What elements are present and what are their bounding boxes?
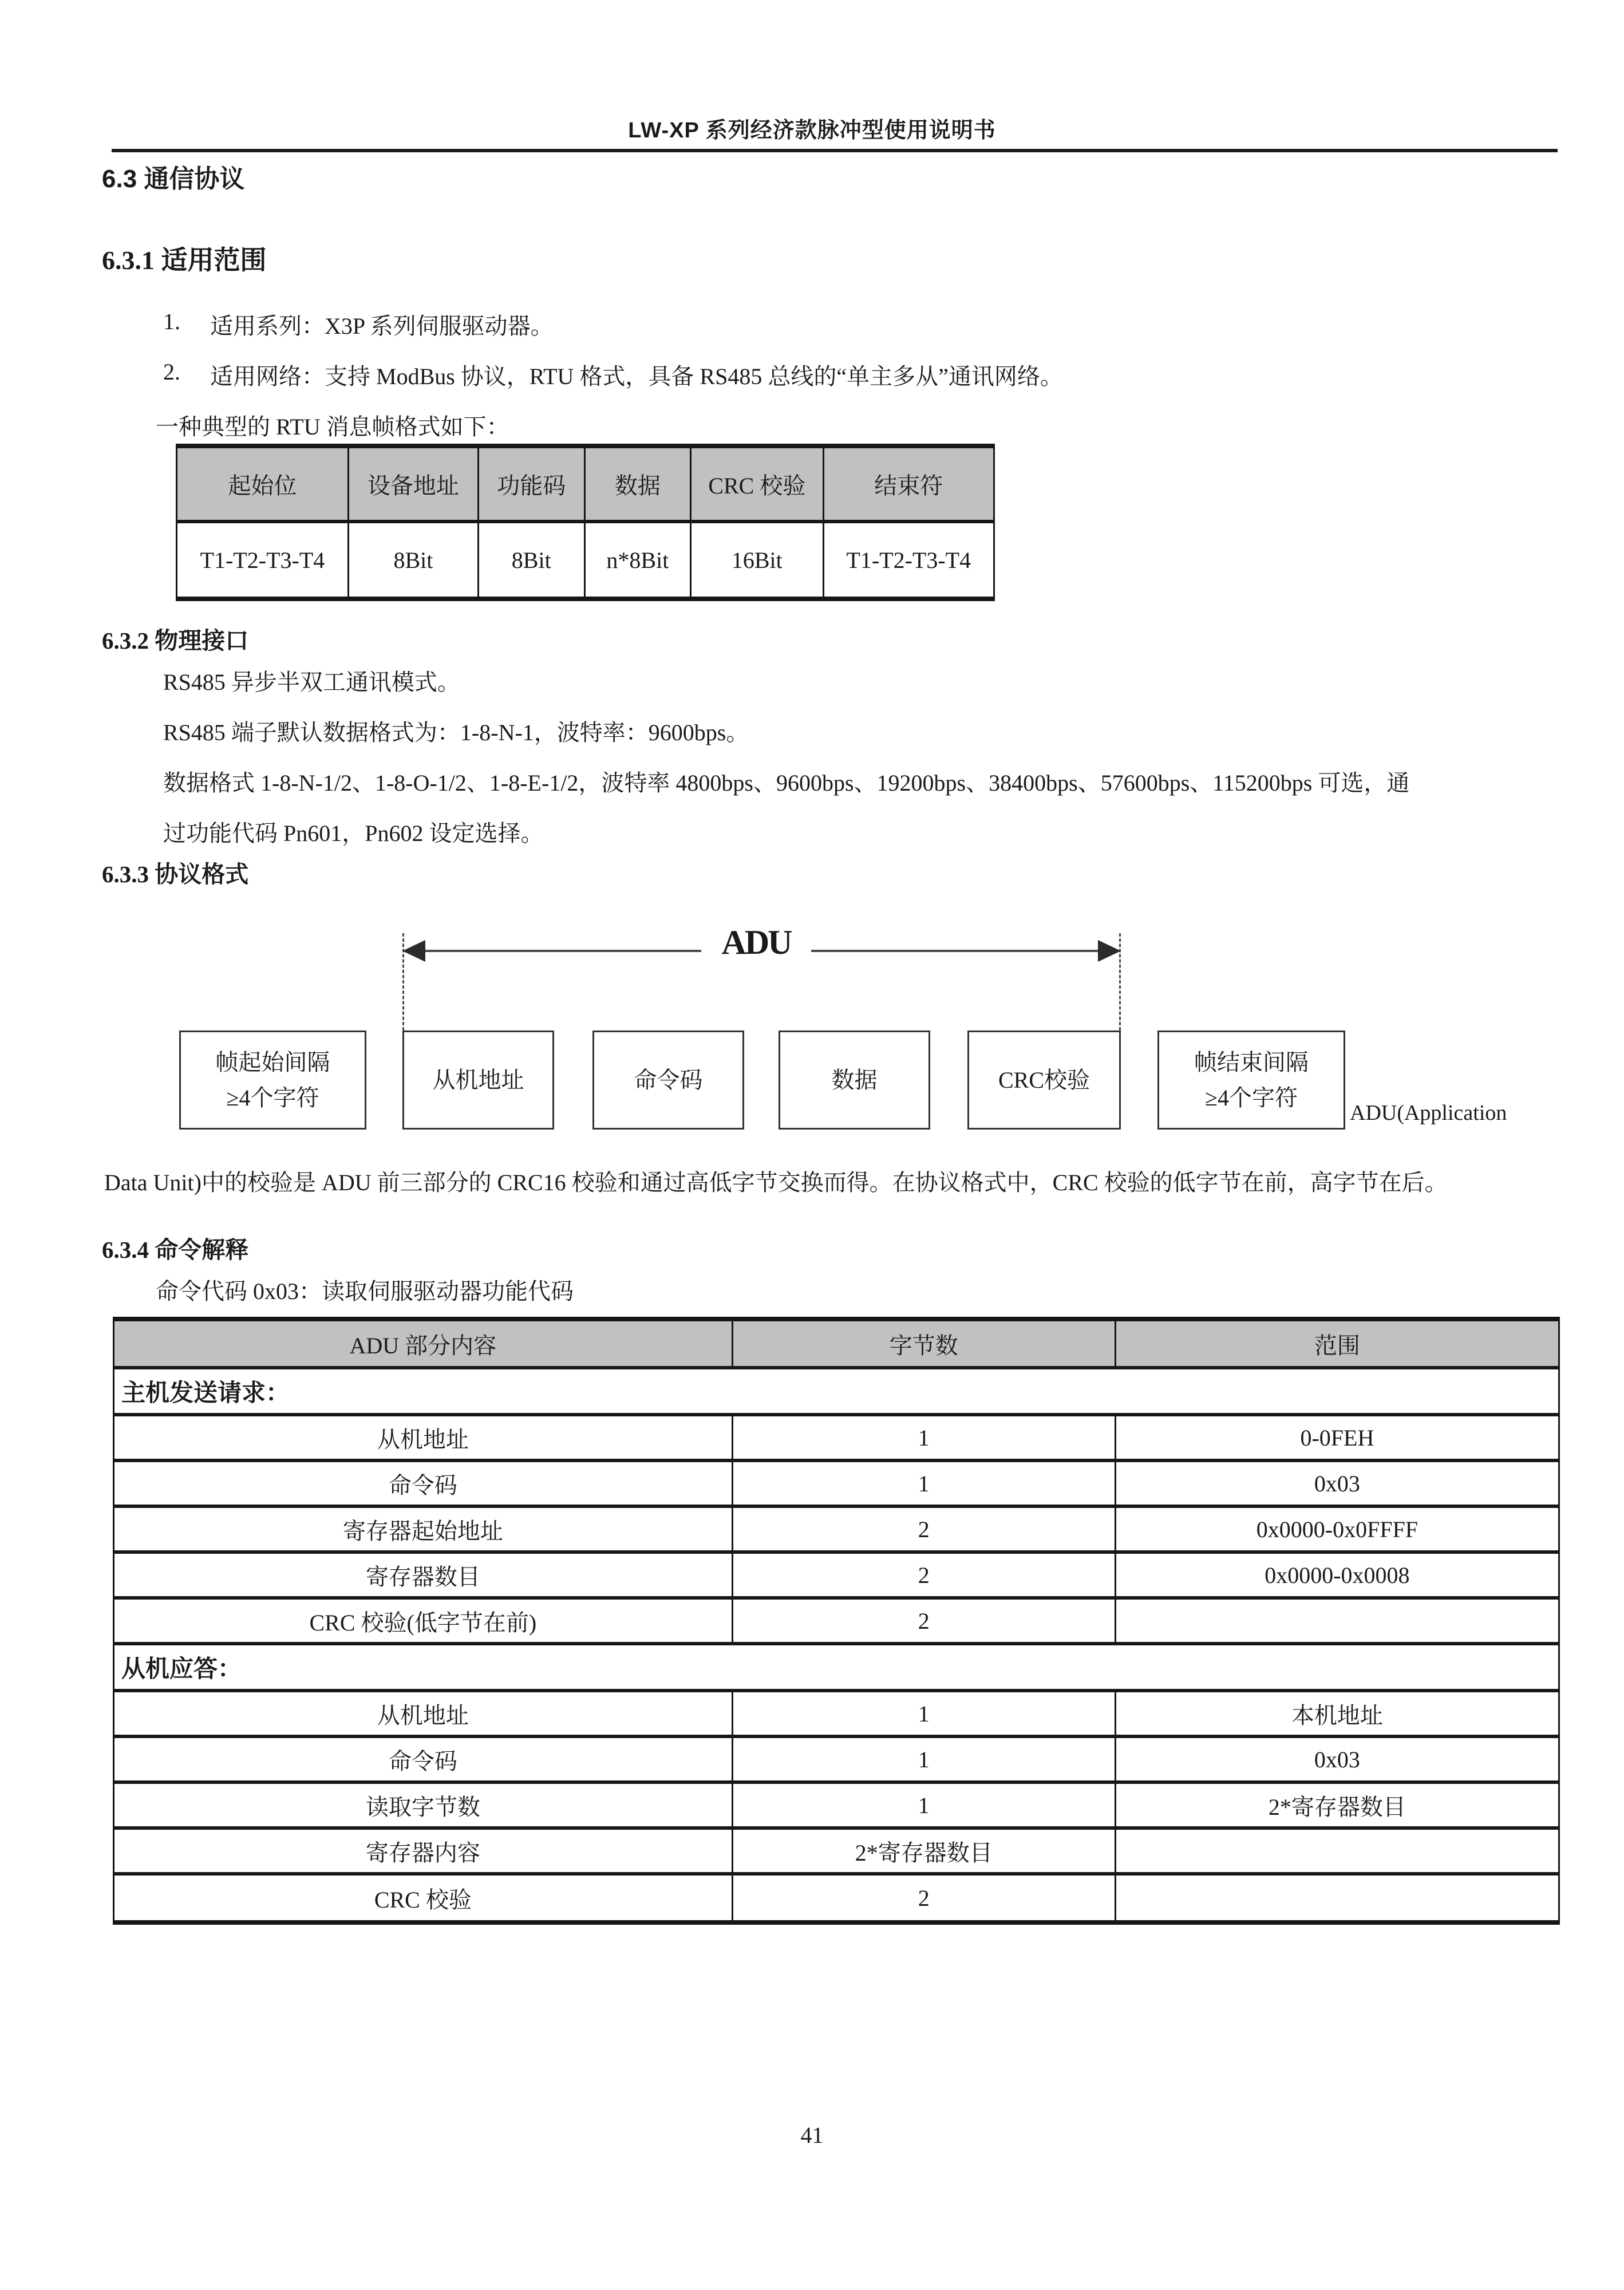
- rtu-value-cell: 16Bit: [691, 522, 823, 599]
- adu-box-frame-start: [179, 1030, 366, 1130]
- section-title-6-3-4: 6.3.4 命令解释: [102, 1237, 249, 1263]
- adu-caption-start: ADU(Application: [1350, 1101, 1507, 1125]
- page-header-title: LW-XP 系列经济款脉冲型使用说明书: [628, 119, 996, 143]
- table-row: [114, 1598, 1559, 1644]
- table-cell: 0x0000-0x0008: [1115, 1552, 1559, 1598]
- table-row: [114, 1552, 1559, 1598]
- list-item-1-number: 1.: [163, 309, 180, 334]
- table-cell: 1: [732, 1782, 1115, 1828]
- adu-box-line: 帧起始间隔: [215, 1049, 330, 1075]
- rtu-value-cell: T1-T2-T3-T4: [823, 522, 994, 599]
- rtu-header-cell: 设备地址: [348, 446, 478, 522]
- table-cell: 从机地址: [114, 1415, 733, 1460]
- rtu-frame-table-value-row: [177, 522, 994, 599]
- table-cell: 1: [732, 1736, 1115, 1782]
- section-title-6-3-2: 6.3.2 物理接口: [102, 627, 249, 654]
- command-table-header-cell: ADU 部分内容: [114, 1319, 733, 1368]
- table-cell: 命令码: [114, 1736, 733, 1782]
- table-cell: 1: [732, 1460, 1115, 1506]
- table-cell: 2: [732, 1552, 1115, 1598]
- response-section-row: [114, 1644, 1559, 1691]
- command-0x03-table: [113, 1317, 1560, 1925]
- list-item-2-text: 适用网络：支持 ModBus 协议，RTU 格式，具备 RS485 总线的“单主多从”通讯网络。: [210, 364, 1063, 389]
- adu-arrowhead-right-icon: [1098, 940, 1121, 962]
- rtu-frame-table: [176, 444, 995, 601]
- table-cell: 0x03: [1115, 1736, 1559, 1782]
- adu-arrow-line-right: [811, 950, 1098, 952]
- table-row: [114, 1782, 1559, 1828]
- command-table-header-cell: 字节数: [732, 1319, 1115, 1368]
- adu-box-line: 命令码: [634, 1067, 703, 1093]
- table-cell: 从机地址: [114, 1691, 733, 1736]
- command-code-intro: 命令代码 0x03：读取伺服驱动器功能代码: [156, 1278, 574, 1304]
- table-cell: 2*寄存器数目: [732, 1828, 1115, 1874]
- command-table-header-row: [114, 1319, 1559, 1368]
- table-cell: [1115, 1828, 1559, 1874]
- adu-box-line: 数据: [831, 1067, 878, 1093]
- page-number: 41: [800, 2122, 824, 2148]
- table-row: [114, 1506, 1559, 1552]
- section-title-6-3-1: 6.3.1 适用范围: [102, 246, 267, 275]
- table-cell: 2: [732, 1506, 1115, 1552]
- rtu-value-cell: n*8Bit: [584, 522, 691, 599]
- rtu-header-cell: 结束符: [823, 446, 994, 522]
- adu-arrow-line-left: [425, 950, 701, 952]
- table-cell: CRC 校验(低字节在前): [114, 1598, 733, 1644]
- adu-span-label: ADU: [721, 923, 791, 961]
- section-title-6-3-3: 6.3.3 协议格式: [102, 861, 249, 887]
- table-cell: 寄存器内容: [114, 1828, 733, 1874]
- adu-box-command-code: [592, 1030, 744, 1130]
- adu-arrowhead-left-icon: [402, 940, 425, 962]
- table-cell: 寄存器起始地址: [114, 1506, 733, 1552]
- table-cell: 本机地址: [1115, 1691, 1559, 1736]
- table-cell: [1115, 1598, 1559, 1644]
- adu-box-slave-address: [402, 1030, 554, 1130]
- table-cell: 0x0000-0x0FFFF: [1115, 1506, 1559, 1552]
- table-cell: 0x03: [1115, 1460, 1559, 1506]
- table-cell: [1115, 1874, 1559, 1922]
- table-row: [114, 1415, 1559, 1460]
- adu-box-line: ≥4个字符: [1205, 1084, 1298, 1111]
- list-item-2-number: 2.: [163, 359, 180, 385]
- physical-line-3: 数据格式 1-8-N-1/2、1-8-O-1/2、1-8-E-1/2，波特率 4800bps、9600bps、19200bps、38400bps、57600bps、115200bps 可选，通: [163, 770, 1410, 796]
- response-section-label: 从机应答：: [114, 1644, 1559, 1691]
- rtu-value-cell: 8Bit: [478, 522, 584, 599]
- table-cell: 0-0FEH: [1115, 1415, 1559, 1460]
- rtu-value-cell: T1-T2-T3-T4: [177, 522, 349, 599]
- list-item-1-text: 适用系列：X3P 系列伺服驱动器。: [210, 313, 554, 339]
- table-cell: 2: [732, 1874, 1115, 1922]
- table-row: [114, 1460, 1559, 1506]
- adu-box-frame-end: [1157, 1030, 1345, 1130]
- table-cell: 寄存器数目: [114, 1552, 733, 1598]
- rtu-header-cell: 功能码: [478, 446, 584, 522]
- adu-box-line: ≥4个字符: [226, 1084, 319, 1111]
- command-table-header-cell: 范围: [1115, 1319, 1559, 1368]
- table-cell: 读取字节数: [114, 1782, 733, 1828]
- table-row: [114, 1874, 1559, 1922]
- table-cell: 2: [732, 1598, 1115, 1644]
- adu-box-line: 从机地址: [432, 1067, 524, 1093]
- table-row: [114, 1691, 1559, 1736]
- table-cell: 命令码: [114, 1460, 733, 1506]
- table-cell: 1: [732, 1415, 1115, 1460]
- adu-box-line: CRC校验: [998, 1067, 1090, 1093]
- request-section-label: 主机发送请求：: [114, 1368, 1559, 1415]
- physical-line-1: RS485 异步半双工通讯模式。: [163, 669, 460, 695]
- adu-box-line: 帧结束间隔: [1194, 1049, 1309, 1075]
- table-cell: CRC 校验: [114, 1874, 733, 1922]
- physical-line-4: 过功能代码 Pn601，Pn602 设定选择。: [163, 820, 544, 846]
- rtu-value-cell: 8Bit: [348, 522, 478, 599]
- rtu-header-cell: 起始位: [177, 446, 349, 522]
- rtu-frame-intro: 一种典型的 RTU 消息帧格式如下：: [156, 414, 509, 440]
- section-title-6-3: 6.3 通信协议: [102, 165, 245, 193]
- physical-line-2: RS485 端子默认数据格式为：1-8-N-1，波特率：9600bps。: [163, 720, 749, 745]
- table-cell: 2*寄存器数目: [1115, 1782, 1559, 1828]
- rtu-frame-table-header-row: [177, 446, 994, 522]
- rtu-header-cell: CRC 校验: [691, 446, 823, 522]
- table-row: [114, 1828, 1559, 1874]
- rtu-header-cell: 数据: [584, 446, 691, 522]
- adu-caption-continuation: Data Unit)中的校验是 ADU 前三部分的 CRC16 校验和通过高低字节交换而得。在协议格式中，CRC 校验的低字节在前，高字节在后。: [104, 1170, 1448, 1195]
- header-rule: [112, 149, 1558, 152]
- table-row: [114, 1736, 1559, 1782]
- request-section-row: [114, 1368, 1559, 1415]
- adu-box-crc-check: [967, 1030, 1121, 1130]
- table-cell: 1: [732, 1691, 1115, 1736]
- adu-box-data: [779, 1030, 930, 1130]
